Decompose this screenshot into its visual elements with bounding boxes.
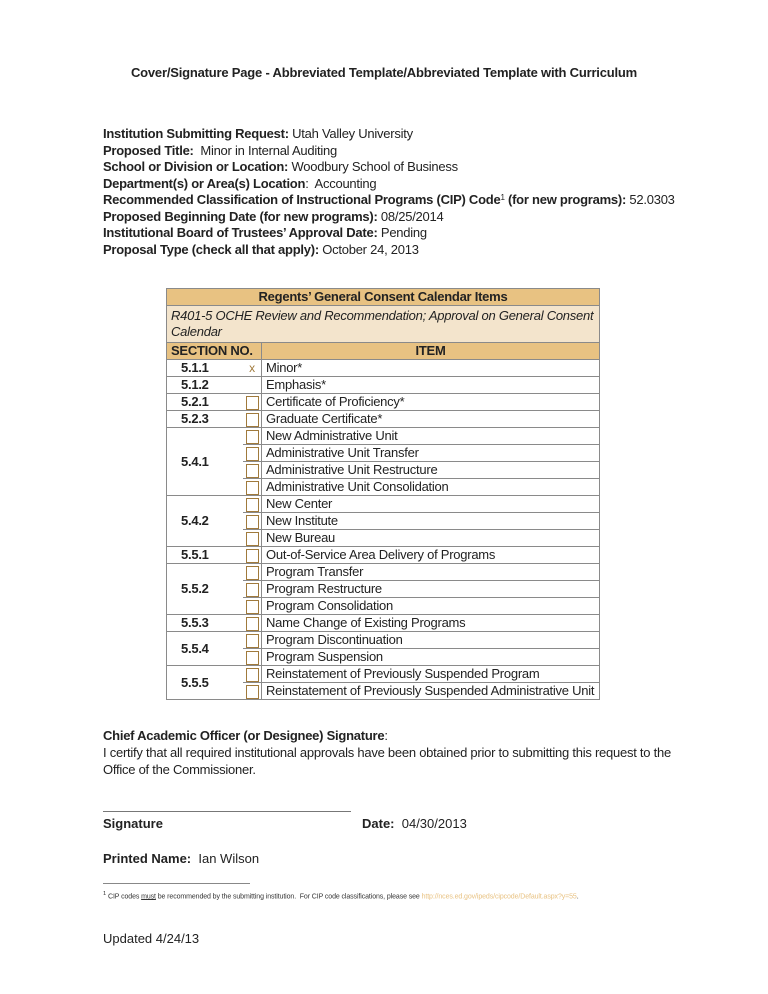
checkbox[interactable]: [243, 581, 262, 598]
checkbox-icon[interactable]: [246, 430, 259, 444]
checkbox[interactable]: [243, 513, 262, 530]
field-beginning-date: Proposed Beginning Date (for new programs): 08/25/2014: [103, 208, 444, 224]
table-row: [167, 564, 600, 581]
checkbox[interactable]: [243, 649, 262, 666]
table-row: [167, 547, 600, 564]
checkbox-icon[interactable]: [246, 498, 259, 512]
checkbox-checked[interactable]: [243, 360, 262, 377]
field-department: Department(s) or Area(s) Location: Accounting: [103, 175, 377, 191]
table-row: [167, 360, 600, 377]
request-fields: [103, 126, 675, 258]
section-number: 5.5.2: [167, 564, 244, 615]
item-label: Emphasis*: [262, 377, 600, 394]
signature-label: Signature: [103, 816, 163, 831]
checkbox[interactable]: [243, 496, 262, 513]
checkbox-icon[interactable]: [246, 634, 259, 648]
column-header-section: SECTION NO.: [167, 343, 262, 360]
checkbox-icon[interactable]: [246, 396, 259, 410]
section-number: 5.2.1: [167, 394, 244, 411]
table-row: [167, 496, 600, 513]
field-cip-code: Recommended Classification of Instructional Programs (CIP) Code$^1$ (for new programs): 52.0303: [103, 192, 675, 207]
checkbox[interactable]: [243, 547, 262, 564]
checkbox-icon[interactable]: [246, 532, 259, 546]
item-label: Certificate of Proficiency*: [262, 394, 600, 411]
item-label: Administrative Unit Consolidation: [262, 479, 600, 496]
field-proposal-type: Proposal Type (check all that apply): October 24, 2013: [103, 241, 419, 257]
section-number: 5.5.4: [167, 632, 244, 666]
certify-text: I certify that all required institutional approvals have been obtained prior to submitting this request to the Office of the Commissioner.: [103, 745, 671, 777]
section-number: 5.5.3: [167, 615, 244, 632]
checkbox[interactable]: [243, 462, 262, 479]
item-label: Name Change of Existing Programs: [262, 615, 600, 632]
signature-heading: Chief Academic Officer (or Designee) Signature:: [103, 728, 388, 743]
item-label: Program Suspension: [262, 649, 600, 666]
checkbox[interactable]: [243, 445, 262, 462]
checkbox-icon[interactable]: [246, 413, 259, 427]
item-label: Program Transfer: [262, 564, 600, 581]
checkbox-icon[interactable]: [246, 566, 259, 580]
section-number: 5.4.1: [167, 428, 244, 496]
item-label: Administrative Unit Transfer: [262, 445, 600, 462]
checkbox-icon[interactable]: [246, 447, 259, 461]
section-number: 5.5.5: [167, 666, 244, 700]
section-number: 5.1.1: [167, 360, 244, 377]
checkbox-icon[interactable]: [246, 583, 259, 597]
table-title: Regents’ General Consent Calendar Items: [167, 289, 600, 306]
signature-section: [103, 727, 703, 778]
item-label: New Institute: [262, 513, 600, 530]
item-label: Program Restructure: [262, 581, 600, 598]
table-row: [167, 394, 600, 411]
field-proposed-title: Proposed Title: Minor in Internal Auditing: [103, 142, 337, 158]
page-title: Cover/Signature Page - Abbreviated Template/Abbreviated Template with Curriculum: [130, 65, 638, 80]
field-institution: Institution Submitting Request: Utah Valley University: [103, 126, 413, 141]
footnote: $^1$ CIP codes must be recommended by the submitting institution. For CIP code classifications, please see http://nces.ed.gov/ipeds/cipcode/Default.aspx?y=55.: [103, 891, 579, 901]
table-row: [167, 632, 600, 649]
checkbox[interactable]: [243, 666, 262, 683]
item-label: New Administrative Unit: [262, 428, 600, 445]
signature-date: Date: 04/30/2013: [362, 816, 467, 831]
checkbox[interactable]: [243, 598, 262, 615]
item-label: Administrative Unit Restructure: [262, 462, 600, 479]
table-row: [167, 411, 600, 428]
checkbox[interactable]: [243, 632, 262, 649]
item-label: Reinstatement of Previously Suspended Administrative Unit: [262, 683, 600, 700]
item-label: Out-of-Service Area Delivery of Programs: [262, 547, 600, 564]
item-label: Program Discontinuation: [262, 632, 600, 649]
checkbox[interactable]: [243, 411, 262, 428]
checkbox-icon[interactable]: [246, 515, 259, 529]
checkbox[interactable]: [243, 530, 262, 547]
checkbox-icon[interactable]: [246, 617, 259, 631]
column-header-item: ITEM: [262, 343, 600, 360]
section-number: 5.2.3: [167, 411, 244, 428]
checkbox-icon[interactable]: [246, 549, 259, 563]
field-school: School or Division or Location: Woodbury School of Business: [103, 159, 458, 174]
printed-name: Printed Name: Ian Wilson: [103, 851, 260, 866]
checkbox[interactable]: [243, 479, 262, 496]
item-label: New Bureau: [262, 530, 600, 547]
footnote-ref: 1: [500, 193, 505, 202]
item-label: Minor*: [262, 360, 600, 377]
checkbox-icon[interactable]: [246, 481, 259, 495]
checkbox-empty[interactable]: [243, 377, 262, 394]
checkbox[interactable]: [243, 615, 262, 632]
cip-code-link[interactable]: http://nces.ed.gov/ipeds/cipcode/Default.aspx?y=55: [421, 893, 577, 901]
item-label: New Center: [262, 496, 600, 513]
checkbox[interactable]: [243, 428, 262, 445]
section-number: 5.4.2: [167, 496, 244, 547]
section-number: 5.1.2: [167, 377, 244, 394]
table-row: [167, 615, 600, 632]
item-label: Reinstatement of Previously Suspended Program: [262, 666, 600, 683]
table-row: [167, 666, 600, 683]
signature-line[interactable]: [103, 811, 351, 812]
footnote-separator: [103, 883, 250, 884]
field-approval-date: Institutional Board of Trustees’ Approval Date: Pending: [103, 225, 427, 240]
checkbox-icon[interactable]: [246, 464, 259, 478]
checkbox[interactable]: [243, 564, 262, 581]
table-row: [167, 377, 600, 394]
item-label: Graduate Certificate*: [262, 411, 600, 428]
updated-date: Updated 4/24/13: [103, 931, 200, 946]
item-label: Program Consolidation: [262, 598, 600, 615]
checkbox-icon[interactable]: [246, 668, 259, 682]
checkbox-icon[interactable]: [246, 651, 259, 665]
checkbox[interactable]: [243, 683, 262, 700]
table-row: [167, 428, 600, 445]
section-number: 5.5.1: [167, 547, 244, 564]
checkbox[interactable]: [243, 394, 262, 411]
checkbox-icon[interactable]: [246, 600, 259, 614]
consent-calendar-table: [166, 288, 600, 700]
check-x-icon[interactable]: x: [249, 361, 255, 375]
table-subtitle: R401-5 OCHE Review and Recommendation; Approval on General Consent Calendar: [167, 306, 600, 343]
checkbox-icon[interactable]: [246, 685, 259, 699]
